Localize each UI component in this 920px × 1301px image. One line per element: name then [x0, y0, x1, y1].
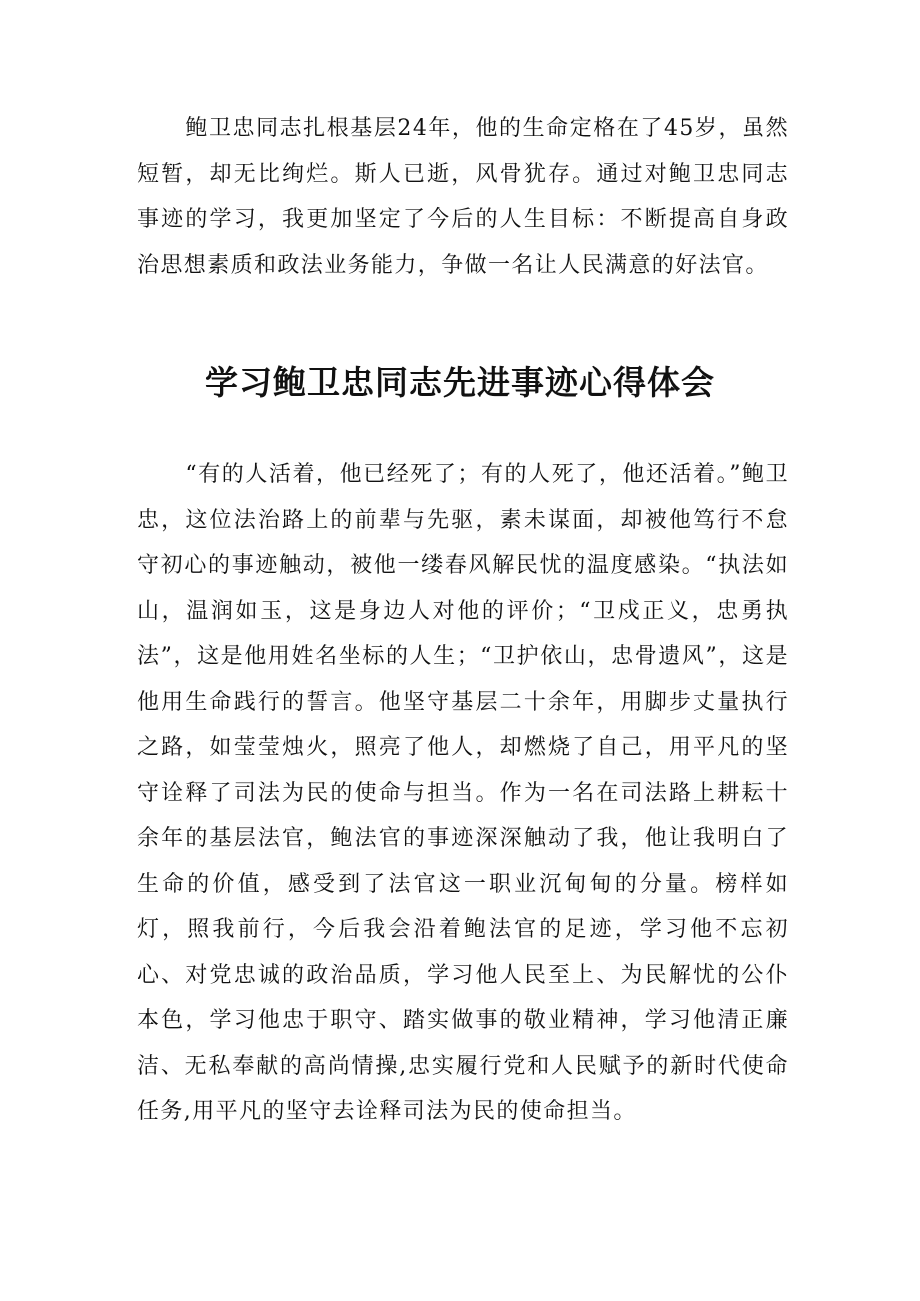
article-title: 学习鲍卫忠同志先进事迹心得体会 — [205, 363, 715, 402]
intro-paragraph: 鲍卫忠同志扎根基层24年，他的生命定格在了45岁，虽然短暂，却无比绚烂。斯人已逝，风骨犹存。通过对鲍卫忠同志事迹的学习，我更加坚定了今后的人生目标：不断提高自身政治思想素质和政法业务能力，争做一名让人民满意的好法官。 — [137, 116, 789, 278]
body-paragraph: “有的人活着，他已经死了；有的人死了，他还活着。”鲍卫忠，这位法治路上的前辈与先驱，素未谋面，却被他笃行不怠守初心的事迹触动，被他一缕春风解民忧的温度感染。“执法如山，温润如玉，这是身边人对他的评价；“卫戍正义，忠勇执法”，这是他用姓名坐标的人生；“卫护依山，忠骨遗风”，这是他用生命践行的誓言。他坚守基层二十余年，用脚步丈量执行之路，如莹莹烛火，照亮了他人，却燃烧了自己，用平凡的坚守诠释了司法为民的使命与担当。作为一名在司法路上耕耘十余年的基层法官，鲍法官的事迹深深触动了我，他让我明白了生命的价值，感受到了法官这一职业沉甸甸的分量。榜样如灯，照我前行，今后我会沿着鲍法官的足迹，学习他不忘初心、对党忠诚的政治品质，学习他人民至上、为民解忧的公仆本色，学习他忠于职守、踏实做事的敬业精神，学习他清正廉洁、无私奉献的高尚情操,忠实履行党和人民赋予的新时代使命任务,用平凡的坚守去诠释司法为民的使命担当。 — [137, 462, 789, 1124]
